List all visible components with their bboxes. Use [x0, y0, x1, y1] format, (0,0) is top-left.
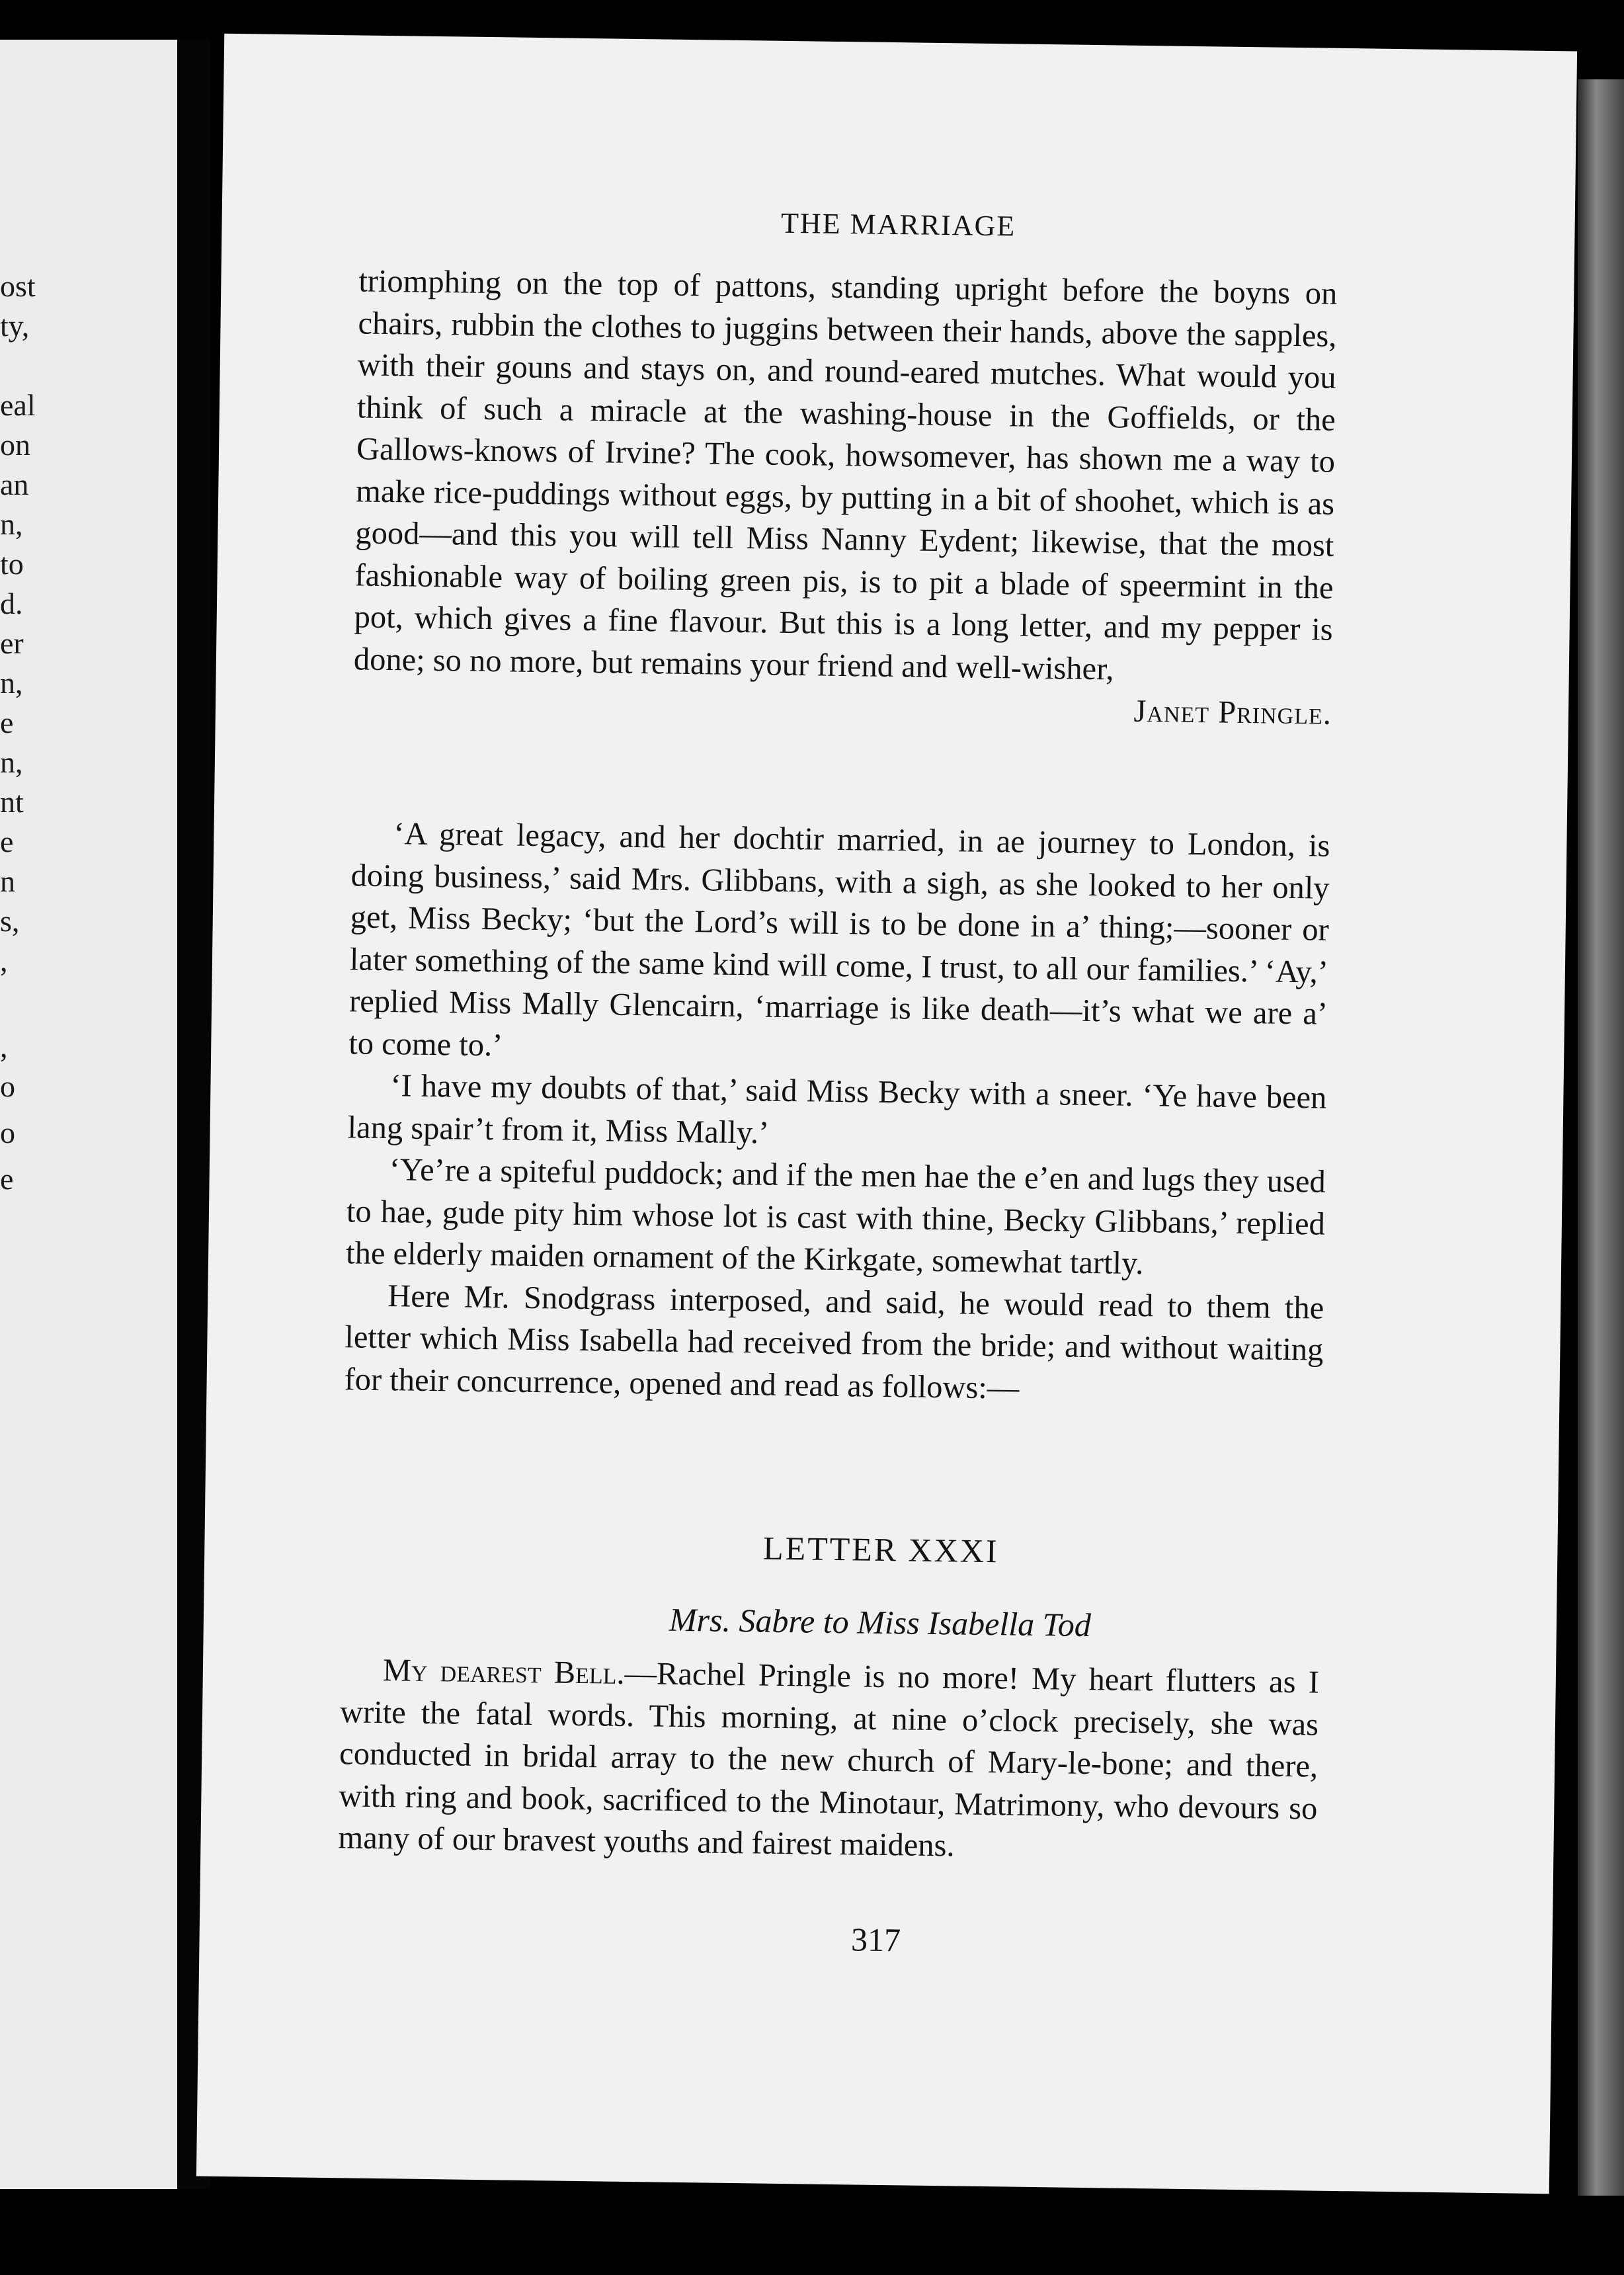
- body-paragraph: [338, 1649, 1319, 1872]
- left-page-fragment: ty,: [0, 309, 30, 343]
- left-page-fragment: nt: [0, 785, 24, 819]
- left-page-edge: [0, 40, 177, 2189]
- left-page-fragment: an: [0, 468, 29, 501]
- body-paragraph: triomphing on the top of pattons, standing upright before the boyns on chairs, rubbin the clothes to juggins between their hands, above the sapples, with their gouns and stays on, and round-eared mutches. What would you think of such a miracle at the washing-house in the Goffields, or the Gallows-knows of Irvine? The cook, howsomever, has shown me a way to make rice-puddings without eggs, by putting in a bit of shoohet, which is as good—and this you will tell Miss Nanny Eydent; likewise, that the most fashionable way of boiling green pis, is to pit a blade of speermint in the pot, which gives a fine flavour. But this is a long letter, and my pepper is done; so no more, but remains your friend and well-wisher,: [353, 263, 1338, 686]
- right-page: [196, 34, 1577, 2194]
- left-page-fragment: n,: [0, 745, 23, 779]
- left-page-fragment: o: [0, 1069, 15, 1103]
- left-page-fragment: e: [0, 1162, 14, 1196]
- body-paragraph: ‘I have my doubts of that,’ said Miss Becky with a sneer. ‘Ye have been lang spair’t from it, Miss Mally.’: [347, 1068, 1327, 1151]
- left-page-fragment: e: [0, 706, 14, 739]
- letter-heading: LETTER XXXI: [762, 1529, 999, 1570]
- left-page-fragment: ,: [0, 944, 8, 977]
- letter-salutation: My dearest Bell.: [382, 1653, 625, 1691]
- left-page-fragment: n: [0, 864, 15, 898]
- left-page-fragment: n,: [0, 666, 23, 700]
- left-page-fragment: e: [0, 825, 14, 858]
- left-page-fragment: ost: [0, 269, 36, 303]
- left-page-fragment: n,: [0, 507, 23, 541]
- letter-signature: Janet Pringle.: [1133, 693, 1332, 731]
- body-paragraph: ‘Ye’re a spiteful puddock; and if the men hae the e’en and lugs they used to hae, gude pity him whose lot is cast with thine, Becky Glibbans,’ replied the elderly maiden ornament of the Kirkgate, somewhat tartly.: [345, 1152, 1326, 1282]
- left-page-fragment: er: [0, 626, 24, 660]
- page-number: 317: [850, 1921, 901, 1959]
- left-page-fragment: o: [0, 1116, 15, 1149]
- left-page-fragment: ,: [0, 1030, 8, 1063]
- letter-body: [338, 1649, 1319, 1872]
- letter-continuation: [353, 260, 1338, 735]
- left-page-fragment: d.: [0, 587, 23, 620]
- narrative-block: [344, 812, 1330, 1413]
- left-page-fragment: to: [0, 547, 24, 581]
- left-page-fragment: s,: [0, 904, 20, 938]
- body-paragraph: ‘A great legacy, and her dochtir married, in ae journey to London, is doing business,’ said Mrs. Glibbans, with a sigh, as she looked to her only get, Miss Becky; ‘but the Lord’s will is to be done in a’ thing;—sooner or later something of the same kind will come, I trust, to all our families.’ ‘Ay,’ replied Miss Mally Glencairn, ‘marriage is like death—it’s what we are a’ to come to.’: [348, 816, 1330, 1063]
- page-edge-shadow: [1578, 79, 1624, 2196]
- letter-subheading: Mrs. Sabre to Miss Isabella Tod: [669, 1600, 1092, 1644]
- body-paragraph: Here Mr. Snodgrass interposed, and said, he would read to them the letter which Miss Isabella had received from the bride; and without waiting for their concurrence, opened and read as follows:—: [344, 1278, 1324, 1406]
- left-page-fragment: eal: [0, 388, 36, 422]
- running-head: THE MARRIAGE: [780, 206, 1016, 243]
- left-page-fragment: on: [0, 428, 30, 462]
- letter-opening-text: —Rachel Pringle is no more! My heart flutters as I write the fatal words. This morning, at nine o’clock precisely, she was conducted in bridal array to the new church of Mary-le-bone; and there, with ring and book, sacrificed to the Minotaur, Matrimony, who devours so many of our bravest youths and fairest maidens.: [338, 1655, 1320, 1864]
